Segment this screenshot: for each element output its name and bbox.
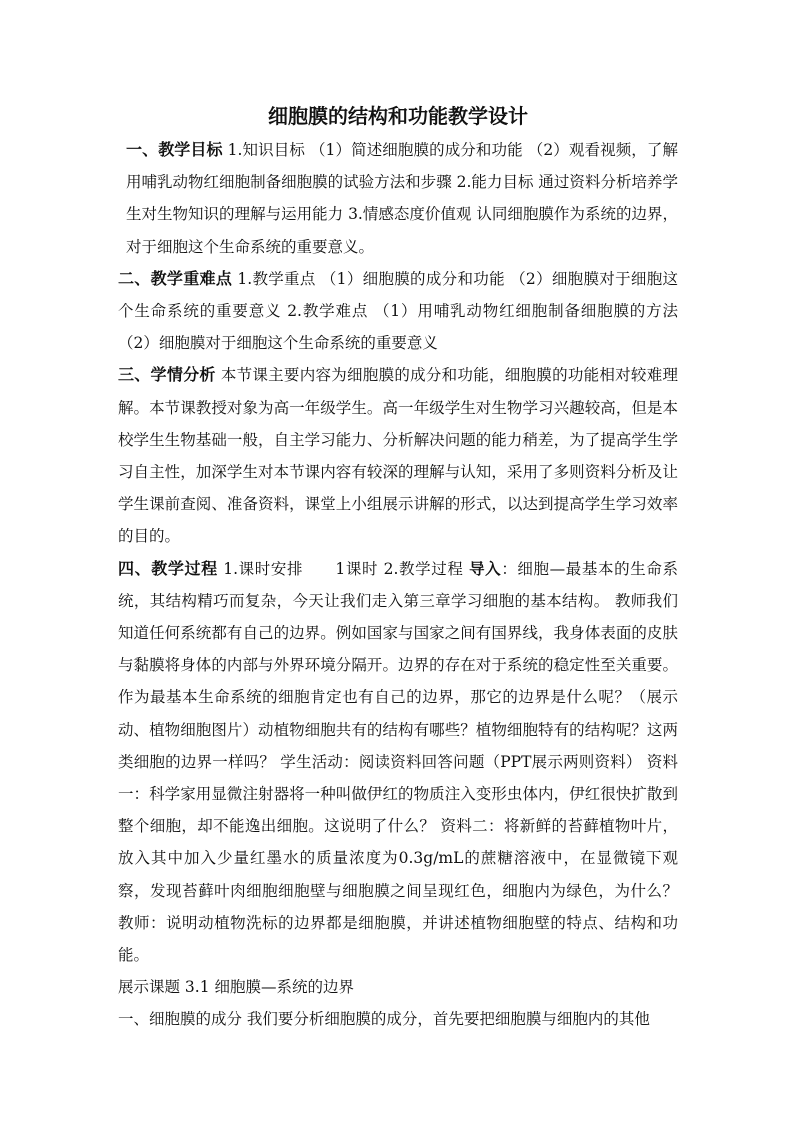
section-key-points: [118, 263, 678, 360]
section-teaching-goals: [118, 134, 678, 263]
section-heading: 三、学情分析: [118, 365, 216, 385]
document-body: [118, 100, 678, 1036]
section-text: 1.知识目标 （1）简述细胞膜的成分和功能 （2）观看视频，了解用哺乳动物红细胞制备细胞膜的试验方法和步骤 2.能力目标 通过资料分析培养学生对生物知识的理解与运用能力 3.情感态度价值观 认同细胞膜作为系统的边界，对于细胞这个生命系统的重要意义。: [126, 141, 678, 256]
section-text: 本节课主要内容为细胞膜的成分和功能，细胞膜的功能相对较难理解。本节课教授对象为高一年级学生。高一年级学生对生物学习兴趣较高，但是本校学生生物基础一般，自主学习能力、分析解决问题的能力稍差，为了提高学生学习自主性，加深学生对本节课内容有较深的理解与认知，采用了多则资料分析及让学生课前查阅、准备资料，课堂上小组展示讲解的形式，以达到提高学生学习效率的目的。: [118, 366, 678, 546]
intro-label: 导入: [469, 558, 502, 578]
section-heading: 二、教学重难点: [118, 268, 233, 288]
cell-membrane-components-line: 一、细胞膜的成分 我们要分析细胞膜的成分，首先要把细胞膜与细胞内的其他: [118, 1010, 650, 1029]
section-heading: 四、教学过程: [118, 558, 218, 578]
section-student-analysis: [118, 359, 678, 552]
section-teaching-process: [118, 553, 678, 972]
section-text: 1.教学重点 （1）细胞膜的成分和功能 （2）细胞膜对于细胞这个生命系统的重要意义 2.教学难点 （1）用哺乳动物红细胞制备细胞膜的方法 （2）细胞膜对于细胞这个生命系统的重要意义: [118, 269, 678, 353]
document-title: 细胞膜的结构和功能教学设计: [268, 104, 528, 128]
section-text: ：细胞—最基本的生命系统，其结构精巧而复杂，今天让我们走入第三章学习细胞的基本结构。 教师我们知道任何系统都有自己的边界。例如国家与国家之间有国界线，我身体表面的皮肤与黏膜将身体的内部与外界环境分隔开。边界的存在对于系统的稳定性至关重要。作为最基本生命系统的细胞肯定也有自己的边界，那它的边界是什么呢？（展示动、植物细胞图片）动植物细胞共有的结构有哪些？植物细胞特有的结构呢？这两类细胞的边界一样吗？ 学生活动：阅读资料回答问题（PPT展示两则资料） 资料一：科学家用显微注射器将一种叫做伊红的物质注入变形虫体内，伊红很快扩散到整个细胞，却不能逸出细胞。这说明了什么？ 资料二：将新鲜的苔藓植物叶片，放入其中加入少量红墨水的质量浓度为0.3g/mL的蔗糖溶液中，在显微镜下观察，发现苔藓叶肉细胞细胞壁与细胞膜之间呈现红色，细胞内为绿色，为什么？ 教师：说明动植物洗标的边界都是细胞膜，并讲述植物细胞壁的特点、结构和功能。: [118, 559, 678, 965]
section-heading: 一、教学目标: [126, 140, 223, 159]
topic-line: 展示课题 3.1 细胞膜—系统的边界: [118, 978, 355, 997]
section-text: 1.课时安排 1课时 2.教学过程: [217, 559, 470, 578]
